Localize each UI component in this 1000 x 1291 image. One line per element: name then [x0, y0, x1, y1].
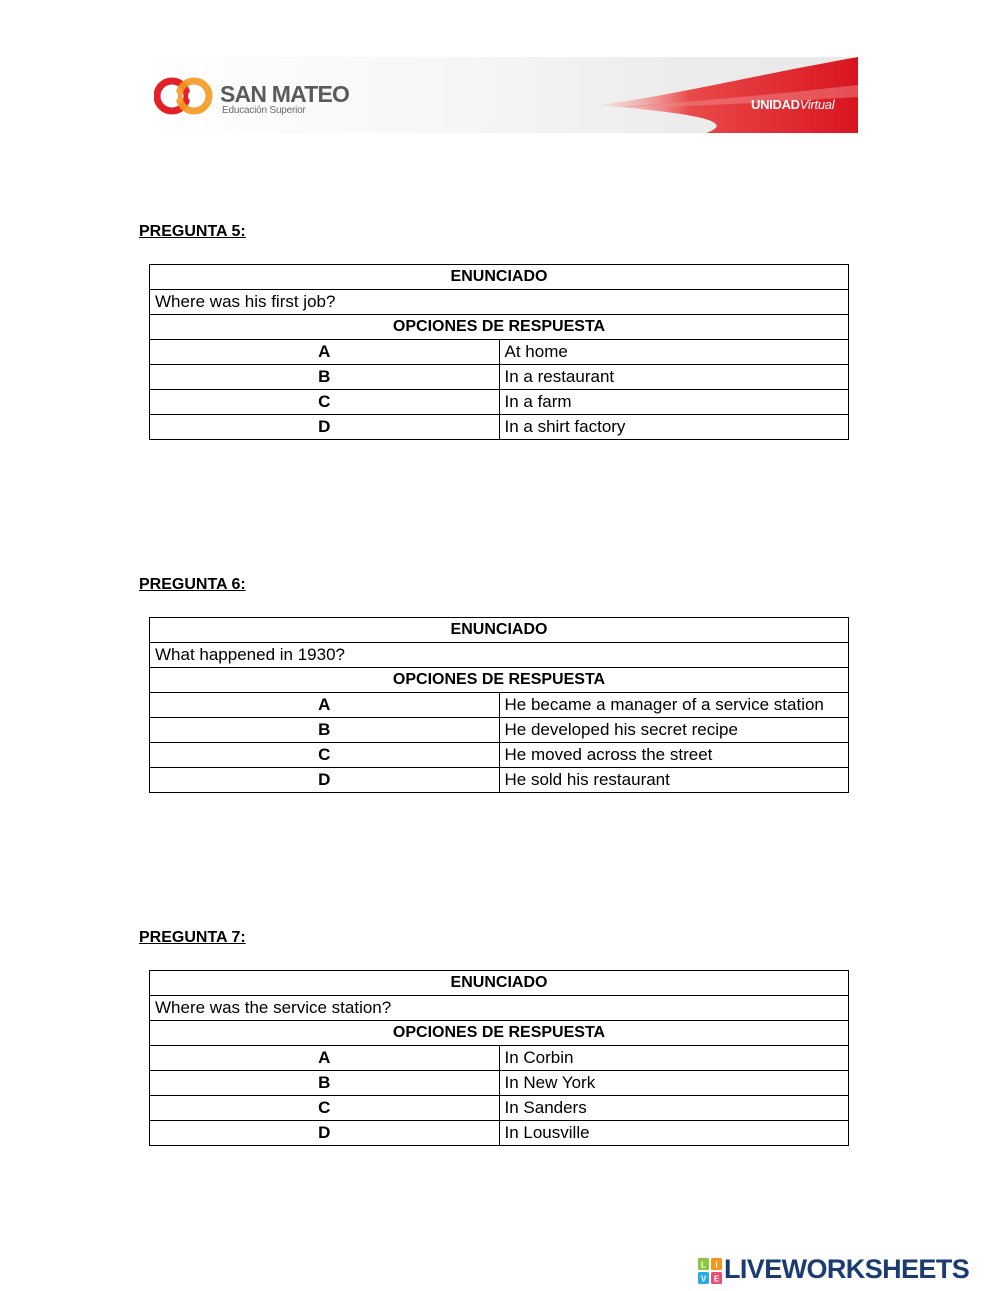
option-text: At home [499, 340, 849, 365]
option-text: In a shirt factory [499, 415, 849, 440]
brand-subtitle: Educación Superior [222, 105, 306, 116]
option-text: In a restaurant [499, 365, 849, 390]
badge-letter: I [715, 1260, 718, 1270]
statement-text: Where was the service station? [150, 996, 849, 1021]
option-row[interactable] [150, 768, 849, 793]
option-letter: C [150, 1096, 500, 1121]
statement-text: Where was his first job? [150, 290, 849, 315]
brand-name: SAN MATEO [220, 81, 350, 107]
question-table [149, 264, 849, 440]
option-text: In New York [499, 1071, 849, 1096]
option-text: He moved across the street [499, 743, 849, 768]
option-row[interactable] [150, 415, 849, 440]
option-row[interactable] [150, 743, 849, 768]
option-letter: D [150, 768, 500, 793]
san-mateo-logo-icon [154, 71, 214, 121]
option-letter: B [150, 1071, 500, 1096]
liveworksheets-brand: LIVEWORKSHEETS [724, 1254, 970, 1284]
option-text: In Sanders [499, 1096, 849, 1121]
statement-header: ENUNCIADO [150, 971, 849, 996]
question-title: PREGUNTA 7: [139, 929, 246, 946]
option-text: In Corbin [499, 1046, 849, 1071]
statement-header: ENUNCIADO [150, 265, 849, 290]
option-letter: A [150, 1046, 500, 1071]
statement-text: What happened in 1930? [150, 643, 849, 668]
option-text: He became a manager of a service station [499, 693, 849, 718]
option-row[interactable] [150, 718, 849, 743]
option-row[interactable] [150, 1121, 849, 1146]
question-title: PREGUNTA 5: [139, 223, 246, 240]
option-row[interactable] [150, 365, 849, 390]
options-header: OPCIONES DE RESPUESTA [150, 1021, 849, 1046]
option-text: He sold his restaurant [499, 768, 849, 793]
virtual-label: Virtual [799, 97, 835, 112]
option-row[interactable] [150, 340, 849, 365]
option-letter: C [150, 390, 500, 415]
question-title: PREGUNTA 6: [139, 576, 246, 593]
option-letter: D [150, 415, 500, 440]
statement-header: ENUNCIADO [150, 618, 849, 643]
option-row[interactable] [150, 693, 849, 718]
option-text: In a farm [499, 390, 849, 415]
option-letter: A [150, 693, 500, 718]
option-letter: B [150, 718, 500, 743]
unidad-label: UNIDAD [751, 97, 800, 112]
options-header: OPCIONES DE RESPUESTA [150, 668, 849, 693]
options-header: OPCIONES DE RESPUESTA [150, 315, 849, 340]
liveworksheets-badge-icon [698, 1258, 722, 1284]
unidad-virtual-label [751, 97, 834, 112]
question-table [149, 617, 849, 793]
question-table [149, 970, 849, 1146]
option-row[interactable] [150, 1071, 849, 1096]
option-row[interactable] [150, 1096, 849, 1121]
option-text: He developed his secret recipe [499, 718, 849, 743]
option-letter: C [150, 743, 500, 768]
option-row[interactable] [150, 390, 849, 415]
option-letter: D [150, 1121, 500, 1146]
header-banner [146, 57, 858, 133]
option-row[interactable] [150, 1046, 849, 1071]
option-letter: B [150, 365, 500, 390]
badge-letter: E [713, 1274, 720, 1284]
badge-letter: L [701, 1260, 706, 1270]
option-letter: A [150, 340, 500, 365]
option-text: In Lousville [499, 1121, 849, 1146]
badge-letter: V [700, 1274, 707, 1284]
